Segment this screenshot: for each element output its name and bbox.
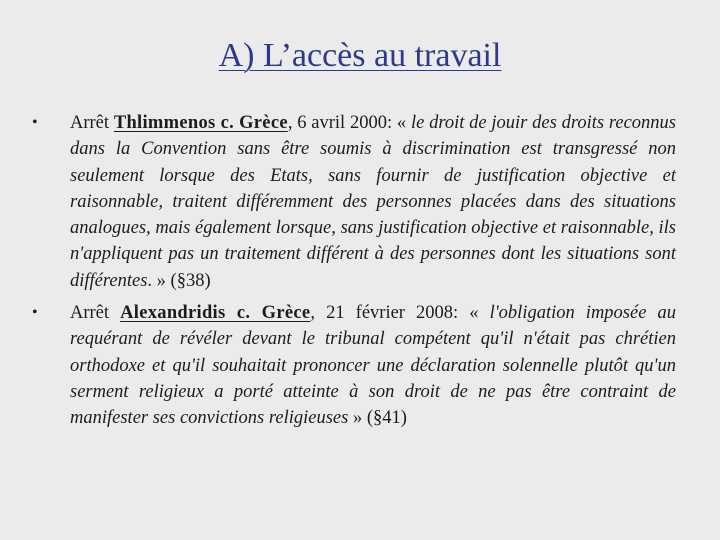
slide-title bbox=[0, 36, 720, 76]
case-quote: l'obligation imposée au requérant de révéler devant le tribunal compétent qu'il n'était pas chrétien orthodoxe et qu'il souhaitait prononcer une déclaration solennelle plutôt qu'un serment religieux a porté atteinte à son droit de ne pas être contraint de manifester ses convictions religieuses bbox=[70, 303, 676, 429]
bullet-item-thlimmenos bbox=[28, 110, 676, 294]
case-citation: » (§41) bbox=[348, 408, 407, 429]
case-citation: . » (§38) bbox=[147, 270, 211, 291]
bullet-marker: • bbox=[32, 114, 38, 131]
bullet-list bbox=[28, 110, 676, 438]
case-name: Thlimmenos c. Grèce bbox=[113, 113, 288, 133]
bullet-item-alexandridis bbox=[28, 300, 676, 431]
bullet-prefix: Arrêt bbox=[70, 303, 121, 324]
bullet-prefix: Arrêt bbox=[70, 113, 114, 133]
case-quote: le droit de jouir des droits reconnus dans la Convention sans être soumis à discrimination est transgressé non seulement lorsque des Etats, sans fournir de justification objective et raisonnable, traitent différemment des personnes placées dans des situations analogues, mais également lorsque, sans justification objective et raisonnable, ils n'appliquent pas un traitement différent à des personnes dont les situations sont différentes bbox=[70, 113, 677, 291]
bullet-marker: • bbox=[32, 304, 38, 322]
case-date: , 21 février 2008: « bbox=[310, 303, 490, 324]
case-date: , 6 avril 2000: « bbox=[287, 113, 411, 133]
slide-title-text: A) L’accès au travail bbox=[218, 37, 502, 74]
case-name: Alexandridis c. Grèce bbox=[120, 303, 311, 324]
